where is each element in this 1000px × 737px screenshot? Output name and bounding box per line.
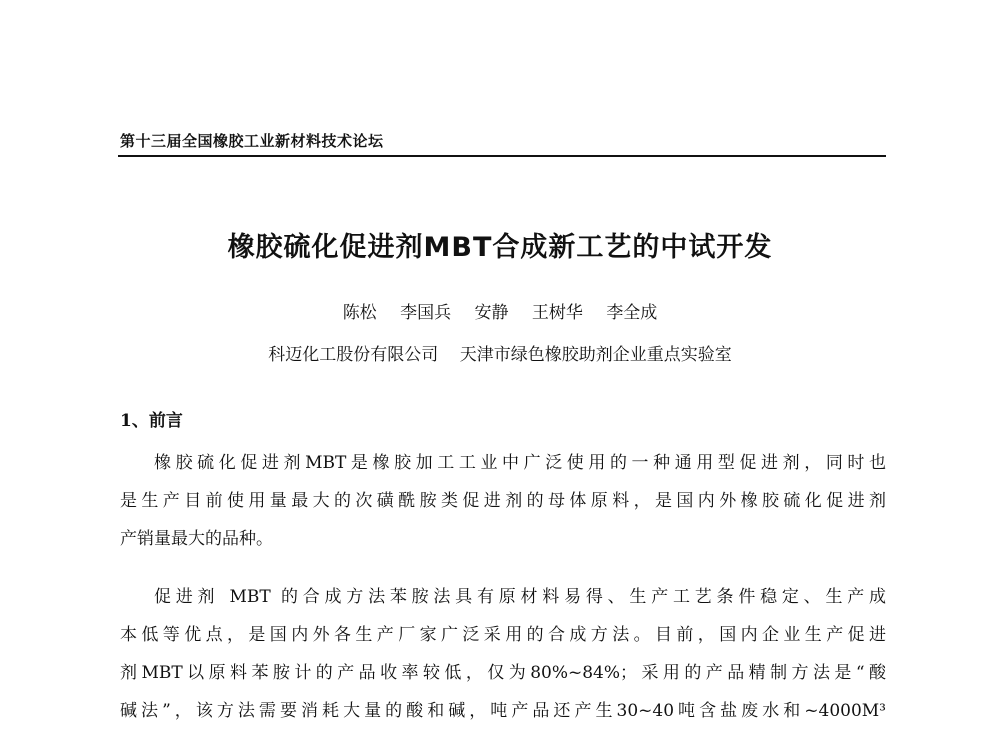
paragraph-line: 是生产目前使用量最大的次磺酰胺类促进剂的母体原料，是国内外橡胶硫化促进剂 <box>120 491 886 511</box>
header-rule <box>118 155 886 157</box>
section-heading: 1、前言 <box>120 411 183 431</box>
affiliation-line <box>0 340 1000 365</box>
paragraph-line: 橡胶硫化促进剂MBT是橡胶加工工业中广泛使用的一种通用型促进剂，同时也 <box>154 453 886 473</box>
author-name: 李全成 <box>606 303 658 323</box>
author-name: 李国兵 <box>400 303 452 323</box>
body-paragraph <box>120 578 886 730</box>
author-name: 陈松 <box>342 303 377 323</box>
affiliation: 天津市绿色橡胶助剂企业重点实验室 <box>459 345 732 365</box>
paragraph-line: 本低等优点，是国内外各生产厂家广泛采用的合成方法。目前，国内企业生产促进 <box>120 625 886 645</box>
paragraph-line: 产销量最大的品种。 <box>120 529 273 549</box>
paper-title: 橡胶硫化促进剂MBT合成新工艺的中试开发 <box>227 232 773 263</box>
paragraph-line: 促进剂 MBT 的合成方法苯胺法具有原材料易得、生产工艺条件稳定、生产成 <box>154 587 886 607</box>
author-list <box>0 298 1000 323</box>
author-name: 王树华 <box>531 303 583 323</box>
author-name: 安静 <box>474 303 509 323</box>
paragraph-line: 剂MBT以原料苯胺计的产品收率较低，仅为80%~84%；采用的产品精制方法是“酸 <box>120 663 886 683</box>
affiliation: 科迈化工股份有限公司 <box>268 345 439 365</box>
running-header: 第十三届全国橡胶工业新材料技术论坛 <box>120 132 384 150</box>
body-paragraph <box>120 444 886 558</box>
paragraph-line: 碱法”，该方法需要消耗大量的酸和碱，吨产品还产生30~40吨含盐废水和~4000M³ <box>120 701 886 721</box>
